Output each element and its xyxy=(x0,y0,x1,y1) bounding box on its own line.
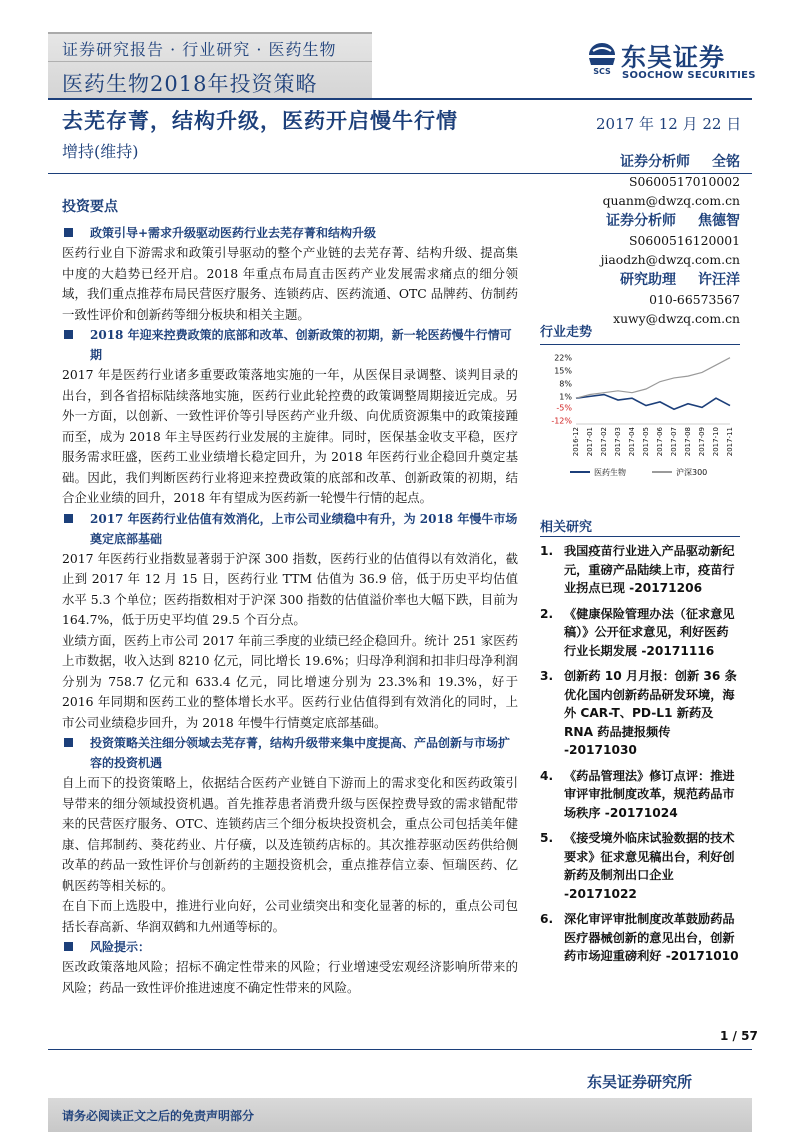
analyst-name-row xyxy=(540,269,740,291)
y-tick-label: -5% xyxy=(556,403,572,413)
footer-rule xyxy=(48,1049,752,1050)
bullet-list xyxy=(62,223,518,998)
report-category: 证券研究报告 · 行业研究 · 医药生物 xyxy=(62,40,337,59)
analyst-name-row xyxy=(540,151,740,173)
brand-name-en: SOOCHOW SECURITIES xyxy=(622,70,756,81)
report-title: 医药生物2018年投资策略 xyxy=(62,72,318,96)
analyst-name: 全铭 xyxy=(712,154,740,170)
bullet-paragraph: 医药行业自下游需求和政策引导驱动的整个产业链的去芜存菁、结构升级、提高集中度的大趋势已经开启。2018 年重点布局直击医药产业发展需求痛点的细分领域，我们重点推荐布局民营医疗服务、连锁药店、医药流通、OTC 品牌药、仿制药一致性评价和创新药等细分板块和相关主题。 xyxy=(62,245,518,322)
x-tick-label: 2017-03 xyxy=(614,427,622,457)
related-research-item[interactable] xyxy=(540,829,740,903)
page-title: 去芜存菁，结构升级，医药开启慢牛行情 xyxy=(62,108,458,133)
y-tick-label: -12% xyxy=(551,416,572,426)
bullet-heading: 2018 年迎来控费政策的底部和改革、创新政策的初期，新一轮医药慢牛行情可期 xyxy=(62,325,518,365)
bullet-paragraph: 在自下而上选股中，推进行业向好，公司业绩突出和变化显著的标的，重点公司包括长春高新、华润双鹤和九州通等标的。 xyxy=(62,898,518,934)
bullet-square-icon xyxy=(64,228,73,237)
analyst-role: 证券分析师 xyxy=(620,154,690,170)
x-tick-label: 2017-10 xyxy=(712,427,720,457)
x-tick-label: 2017-04 xyxy=(628,427,636,457)
analyst-email[interactable]: jiaodzh@dwzq.com.cn xyxy=(600,251,740,267)
bullet-square-icon xyxy=(64,330,73,339)
item-text: 创新药 10 月月报：创新 36 条优化国内创新药品研发环境，海外 CAR-T、PD-L1 新药及 RNA 药品捷报频传 -20171030 xyxy=(564,669,737,757)
page-number: 1 / 57 xyxy=(720,1029,758,1043)
related-research-item[interactable] xyxy=(540,767,740,823)
bullet-paragraph: 2017 年医药行业指数显著弱于沪深 300 指数，医药行业的估值得以有效消化，截止到 2017 年 12 月 15 日，医药行业 TTM 估值为 36.9 倍，低于历史平均估值水平 5.3 个单位；医药指数相对于沪深 300 指数的估值溢价率也大幅下跌，目前为 164.7%，低于历史平均值 29.5 个百分点。 xyxy=(62,550,518,627)
x-tick-label: 2017-09 xyxy=(698,427,706,457)
bullet-heading: 风险提示： xyxy=(62,937,518,957)
header-rule xyxy=(48,98,752,100)
legend-label-hs300: 沪深300 xyxy=(676,468,708,477)
analyst-id: 010-66573567 xyxy=(649,292,740,307)
brand-name: 东吴证券 xyxy=(621,43,726,72)
x-tick-label: 2017-07 xyxy=(670,427,678,457)
item-text: 我国疫苗行业进入产品驱动新纪元，重磅产品陆续上市，疫苗行业拐点已现 -20171206 xyxy=(564,544,735,595)
analyst-role: 证券分析师 xyxy=(606,213,676,229)
item-number: 5. xyxy=(540,831,554,845)
investment-highlights xyxy=(62,196,518,998)
analyst-name: 许汪洋 xyxy=(698,272,740,288)
rating-badge: 增持(维持) xyxy=(62,142,139,161)
institute-name: 东吴证券研究所 xyxy=(587,1073,693,1091)
bullet-heading: 投资策略关注细分领域去芜存菁，结构升级带来集中度提高、产品创新与市场扩容的投资机遇 xyxy=(62,733,518,773)
y-tick-label: 22% xyxy=(554,353,572,363)
disclaimer-link[interactable]: 请务必阅读正文之后的免责声明部分 xyxy=(62,1109,255,1123)
trend-title: 行业走势 xyxy=(540,325,593,340)
bullet-square-icon xyxy=(64,738,73,747)
related-research-item[interactable] xyxy=(540,910,740,966)
related-research-title: 相关研究 xyxy=(540,520,593,535)
analyst-name: 焦德智 xyxy=(698,213,740,229)
bullet-paragraph: 自上而下的投资策略上，依据结合医药产业链自下游而上的需求变化和医药政策引导带来的细分领域投资机遇。首先推荐患者消费升级与医保控费导致的需求错配带来的民营医疗服务、OTC、连锁药店三个细分板块投资机会，重点公司包括美年健康、信邦制药、葵花药业、片仔癀，以及连锁药店标的。其次推荐驱动医药供给侧改革的药品一致性评价与创新药的主题投资机会，重点推荐信立泰、恒瑞医药、亿帆医药等相关标的。 xyxy=(62,775,518,893)
item-text: 《接受境外临床试验数据的技术要求》征求意见稿出台，利好创新药及制剂出口企业 -20171022 xyxy=(564,831,735,901)
item-number: 6. xyxy=(540,912,554,926)
item-text: 《药品管理法》修订点评：推进审评审批制度改革，规范药品市场秩序 -20171024 xyxy=(564,768,735,820)
analyst-email[interactable]: quanm@dwzq.com.cn xyxy=(602,192,740,208)
bullet-square-icon xyxy=(64,942,73,951)
bullet-square-icon xyxy=(64,514,73,523)
header-divider xyxy=(48,61,372,62)
series-line-hs300 xyxy=(576,358,730,399)
item-number: 2. xyxy=(540,606,554,621)
analyst-email[interactable]: xuwy@dwzq.com.cn xyxy=(613,310,740,326)
bullet-paragraph: 2017 年是医药行业诸多重要政策落地实施的一年，从医保目录调整、谈判目录的出台，到各省招标陆续落地实施，医药行业此轮控费的政策调整周期接近完成。另外一方面，以创新、一致性评价等引导医药产业升级、向优质资源集中的政策接踵而至，成为 2018 年主导医药行业发展的主旋律。同时，医保基金收支平稳，医疗服务需求旺盛，医药工业业绩增长稳定回升，为 2018 年医药行业企稳回升奠定基础。因此，我们判断医药行业将迎来控费政策的底部和改革、创新政策的初期，结合企业业绩的回升，2018 年有望成为医药新一轮慢牛行情的起点。 xyxy=(62,367,518,505)
section-title: 投资要点 xyxy=(62,199,118,215)
item-number: 3. xyxy=(540,669,554,683)
bullet-paragraph: 业绩方面，医药上市公司 2017 年前三季度的业绩已经企稳回升。统计 251 家医药上市数据，收入达到 8210 亿元，同比增长 19.6%；归母净利润和扣非归母净利润分别为 758.7 亿元和 633.4 亿元，同比增速分别为 23.3%和 19.3%，好于 2016 年同期和医药工业的整体增长水平。医药行业估值得到有效消化的同时，上市公司业绩稳步回升，为 2018 年慢牛行情奠定底部基础。 xyxy=(62,632,518,730)
report-date: 2017 年 12 月 22 日 xyxy=(596,115,742,133)
x-tick-label: 2017-01 xyxy=(586,427,594,457)
related-research-item[interactable] xyxy=(540,605,740,661)
analyst-role: 研究助理 xyxy=(620,272,676,288)
soochow-logo-icon xyxy=(586,41,618,75)
y-tick-label: 15% xyxy=(554,366,572,376)
related-research-list xyxy=(540,542,740,973)
x-tick-label: 2017-11 xyxy=(726,427,734,457)
analyst-id: S0600516120001 xyxy=(629,233,740,248)
related-research-rule xyxy=(540,536,740,537)
related-research-item[interactable] xyxy=(540,542,740,598)
analyst-id: S0600517010002 xyxy=(629,174,740,189)
x-tick-label: 2016-12 xyxy=(572,427,580,457)
analyst-name-row xyxy=(540,210,740,232)
analyst-panel xyxy=(540,151,740,328)
logo-abbr: SCS xyxy=(593,67,611,75)
item-number: 1. xyxy=(540,544,554,558)
item-number: 4. xyxy=(540,768,554,783)
item-text: 《健康保险管理办法（征求意见稿）》公开征求意见，利好医药行业长期发展 -20171116 xyxy=(564,606,735,658)
related-research-item[interactable] xyxy=(540,667,740,760)
y-tick-label: 8% xyxy=(559,379,572,389)
bullet-heading: 2017 年医药行业估值有效消化，上市公司业绩稳中有升，为 2018 年慢牛市场奠定底部基础 xyxy=(62,509,518,549)
bullet-heading: 政策引导+需求升级驱动医药行业去芜存菁和结构升级 xyxy=(62,223,518,243)
x-tick-label: 2017-06 xyxy=(656,427,664,457)
x-tick-label: 2017-08 xyxy=(684,427,692,457)
item-text: 深化审评审批制度改革鼓励药品医疗器械创新的意见出台，创新药市场迎重磅利好 -20171010 xyxy=(564,912,739,963)
x-tick-label: 2017-05 xyxy=(642,427,650,457)
y-tick-label: 1% xyxy=(559,392,572,402)
bullet-paragraph: 医改政策落地风险；招标不确定性带来的风险；行业增速受宏观经济影响所带来的风险；药品一致性评价推进速度不确定性带来的风险。 xyxy=(62,959,518,995)
x-tick-label: 2017-02 xyxy=(600,427,608,457)
legend-label-pharma: 医药生物 xyxy=(594,468,626,477)
series-line-pharma xyxy=(576,395,730,410)
industry-trend-chart xyxy=(540,344,740,484)
